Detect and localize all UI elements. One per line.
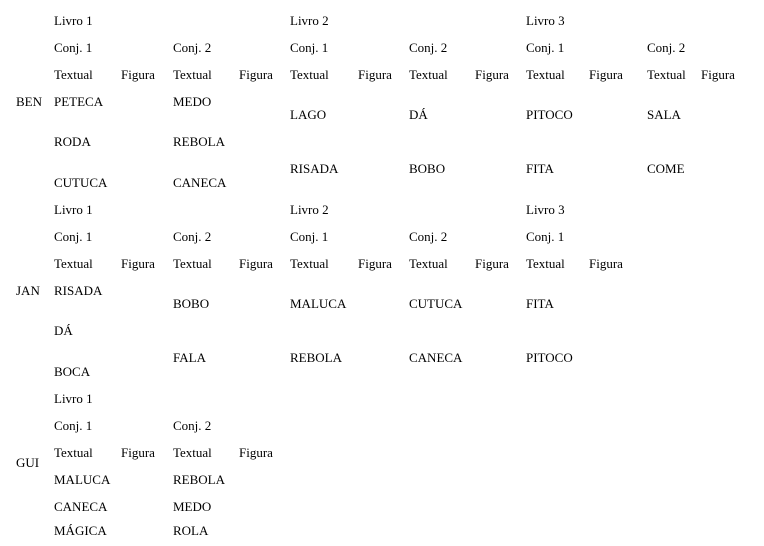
word-item: ROLA xyxy=(173,523,209,538)
word-item: BOBO xyxy=(173,296,210,311)
set-label: Conj. 1 xyxy=(526,40,565,55)
column-header-textual: Textual xyxy=(54,67,93,82)
word-item: RISADA xyxy=(290,161,339,176)
column-header-figura: Figura xyxy=(475,67,509,82)
column-header-figura: Figura xyxy=(121,445,155,460)
column-header-textual: Textual xyxy=(647,67,686,82)
word-item: MEDO xyxy=(173,94,212,109)
word-item: CUTUCA xyxy=(54,175,108,190)
book-label: Livro 2 xyxy=(290,202,329,217)
column-header-figura: Figura xyxy=(358,67,392,82)
word-item: FITA xyxy=(526,161,554,176)
word-item: BOCA xyxy=(54,364,91,379)
column-header-textual: Textual xyxy=(290,67,329,82)
word-item: FITA xyxy=(526,296,554,311)
word-item: DÁ xyxy=(54,323,73,338)
set-label: Conj. 2 xyxy=(647,40,686,55)
column-header-figura: Figura xyxy=(589,256,623,271)
word-item: MALUCA xyxy=(54,472,111,487)
book-label: Livro 3 xyxy=(526,202,565,217)
word-item: REBOLA xyxy=(173,472,225,487)
set-label: Conj. 1 xyxy=(290,229,329,244)
column-header-figura: Figura xyxy=(239,67,273,82)
column-header-textual: Textual xyxy=(173,445,212,460)
word-item: REBOLA xyxy=(290,350,342,365)
word-item: DÁ xyxy=(409,107,428,122)
column-header-figura: Figura xyxy=(358,256,392,271)
word-item: CANECA xyxy=(409,350,463,365)
column-header-figura: Figura xyxy=(239,256,273,271)
column-header-figura: Figura xyxy=(475,256,509,271)
set-label: Conj. 2 xyxy=(173,418,212,433)
column-header-textual: Textual xyxy=(526,256,565,271)
word-item: SALA xyxy=(647,107,681,122)
column-header-textual: Textual xyxy=(173,67,212,82)
word-item: FALA xyxy=(173,350,206,365)
set-label: Conj. 1 xyxy=(526,229,565,244)
column-header-figura: Figura xyxy=(589,67,623,82)
word-item: RODA xyxy=(54,134,91,149)
set-label: Conj. 2 xyxy=(409,40,448,55)
word-item: REBOLA xyxy=(173,134,225,149)
word-item: PETECA xyxy=(54,94,104,109)
set-label: Conj. 2 xyxy=(409,229,448,244)
column-header-textual: Textual xyxy=(409,67,448,82)
book-label: Livro 2 xyxy=(290,13,329,28)
column-header-figura: Figura xyxy=(239,445,273,460)
word-item: CANECA xyxy=(54,499,108,514)
set-label: Conj. 1 xyxy=(290,40,329,55)
word-item: MÁGICA xyxy=(54,523,107,538)
set-label: Conj. 1 xyxy=(54,418,93,433)
word-item: BOBO xyxy=(409,161,446,176)
set-label: Conj. 1 xyxy=(54,229,93,244)
book-label: Livro 3 xyxy=(526,13,565,28)
column-header-figura: Figura xyxy=(701,67,735,82)
set-label: Conj. 2 xyxy=(173,40,212,55)
book-label: Livro 1 xyxy=(54,13,93,28)
column-header-textual: Textual xyxy=(54,256,93,271)
column-header-textual: Textual xyxy=(173,256,212,271)
column-header-textual: Textual xyxy=(290,256,329,271)
word-item: LAGO xyxy=(290,107,327,122)
word-item: CANECA xyxy=(173,175,227,190)
book-label: Livro 1 xyxy=(54,391,93,406)
student-name: JAN xyxy=(16,283,40,298)
column-header-textual: Textual xyxy=(526,67,565,82)
word-item: MEDO xyxy=(173,499,212,514)
book-label: Livro 1 xyxy=(54,202,93,217)
word-item: RISADA xyxy=(54,283,103,298)
word-item: CUTUCA xyxy=(409,296,463,311)
set-label: Conj. 2 xyxy=(173,229,212,244)
column-header-textual: Textual xyxy=(409,256,448,271)
word-item: COME xyxy=(647,161,685,176)
column-header-textual: Textual xyxy=(54,445,93,460)
column-header-figura: Figura xyxy=(121,256,155,271)
column-header-figura: Figura xyxy=(121,67,155,82)
word-item: MALUCA xyxy=(290,296,347,311)
student-name: BEN xyxy=(16,94,42,109)
word-item: PITOCO xyxy=(526,350,573,365)
student-name: GUI xyxy=(16,455,40,470)
set-label: Conj. 1 xyxy=(54,40,93,55)
word-item: PITOCO xyxy=(526,107,573,122)
